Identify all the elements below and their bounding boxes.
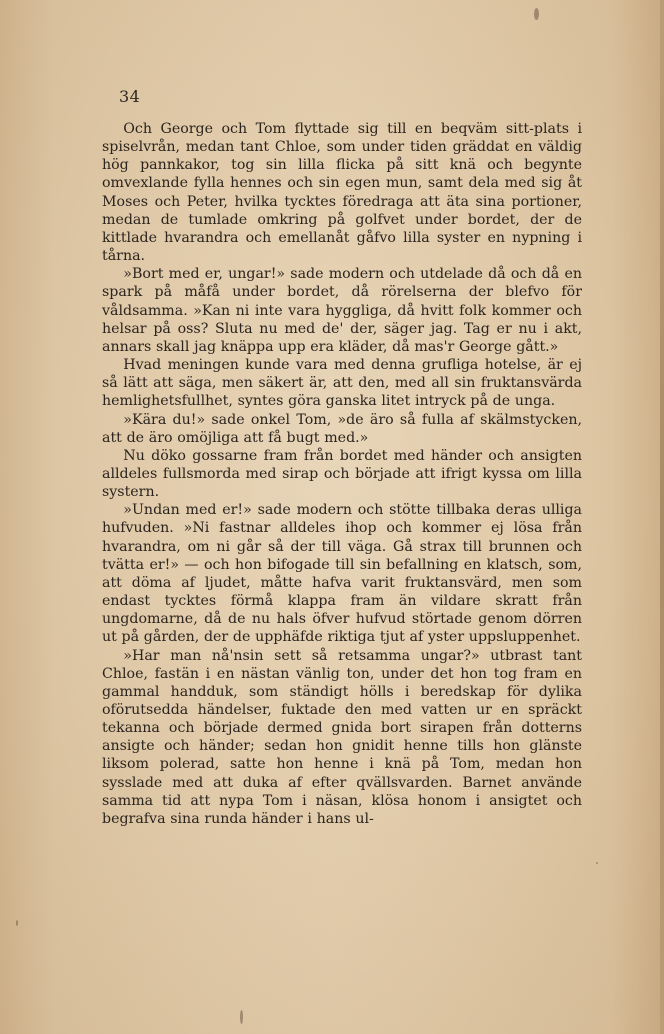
- paragraph: »Kära du!» sade onkel Tom, »de äro så fulla af skälmstycken, att de äro omöjliga att få bugt med.»: [102, 411, 582, 446]
- paragraph: »Har man nå'nsin sett så retsamma ungar?» utbrast tant Chloe, fastän i en nästan vänlig ton, under det hon tog fram en gammal handduk, som ständigt hölls i beredskap för dylika oförutsedda händelser, fuktade den med vatten ur en spräckt tekanna och började dermed gnida bort sirapen från dotterns ansigte och händer; sedan hon gnidit henne tills hon glänste liksom polerad, satte hon henne i knä på Tom, medan hon sysslade med att duka af efter qvällsvarden. Barnet använde samma tid att nypa Tom i näsan, klösa honom i ansigtet och begrafva sina runda händer i hans ul-: [102, 647, 582, 827]
- paper-speck: [534, 8, 539, 20]
- paper-speck: [16, 920, 18, 926]
- paper-speck: [240, 1010, 243, 1024]
- paragraph: »Undan med er!» sade modern och stötte tillbaka deras ulliga hufvuden. »Ni fastnar alldeles ihop och kommer ej lösa från hvarandra, om ni går så der till väga. Gå strax till brunnen och tvätta er!» — och hon bifogade till sin befallning en klatsch, som, att döma af ljudet, måtte hafva varit fruktansvärd, men som endast tycktes förmå klappa fram än vildare skratt från ungdomarne, då de nu hals öfver hufvud störtade genom dörren ut på gården, der de upphäfde riktiga tjut af yster uppsluppenhet.: [102, 502, 582, 646]
- paragraph: »Bort med er, ungar!» sade modern och utdelade då och då en spark på måfå under bordet, då rörelserna der blefvo för våldsamma. »Kan ni inte vara hyggliga, då hvitt folk kommer och helsar på oss? Sluta nu med de' der, säger jag. Tag er nu i akt, annars skall jag knäppa upp era kläder, då mas'r George gått.»: [102, 266, 582, 355]
- body-text: [102, 120, 582, 828]
- paragraph: Nu döko gossarne fram från bordet med händer och ansigten alldeles fullsmorda med sirap och började att ifrigt kyssa om lilla systern.: [102, 447, 582, 501]
- paper-speck: [596, 862, 598, 864]
- paragraph: Hvad meningen kunde vara med denna grufliga hotelse, är ej så lätt att säga, men säkert är, att den, med all sin fruktansvärda hemlighetsfullhet, syntes göra ganska litet intryck på de unga.: [102, 357, 582, 410]
- paragraph: Och George och Tom flyttade sig till en beqväm sitt-plats i spiselvrån, medan tant Chloe, som under tiden gräddat en väldig hög pannkakor, tog sin lilla flicka på sitt knä och begynte omvexlande fylla hennes och sin egen mun, samt dela med sig åt Moses och Peter, hvilka tycktes föredraga att äta sina portioner, medan de tumlade omkring på golfvet under bordet, der de kittlade hvarandra och emellanåt gåfvo lilla syster en nypning i tårna.: [102, 121, 582, 265]
- page-number: 34: [119, 87, 141, 106]
